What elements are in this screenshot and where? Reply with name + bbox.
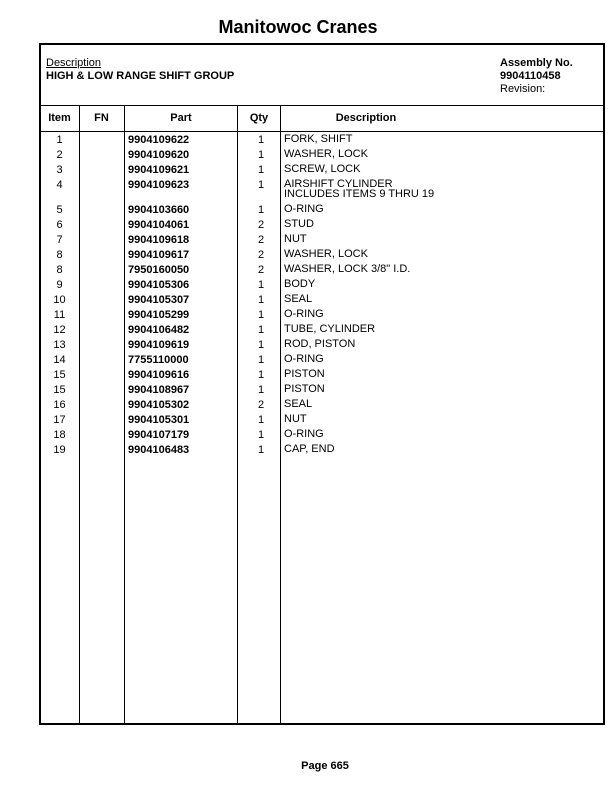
column-header-row [41,106,603,132]
quantity: 1 [257,354,265,366]
item-number: 7 [56,234,63,246]
part-description-line: O-RING [284,428,324,440]
part-description [284,149,368,159]
part-description [284,249,368,259]
quantity: 1 [257,294,265,306]
quantity: 2 [257,264,265,276]
part-description [284,354,324,364]
quantity: 2 [257,219,265,231]
revision-label: Revision: [500,83,546,95]
part-description-line: TUBE, CYLINDER [284,323,376,335]
part-description [284,429,324,439]
part-number: 9904103660 [128,204,190,216]
part-description [284,414,307,424]
part-number: 7950160050 [128,264,190,276]
quantity: 1 [257,204,265,216]
column-divider [79,105,80,723]
column-divider [237,105,238,723]
part-description-line: SCREW, LOCK [284,163,361,175]
column-header-part: Part [170,112,192,124]
item-number: 4 [56,179,63,191]
part-number: 9904105299 [128,309,190,321]
part-description-line: O-RING [284,308,324,320]
part-number: 9904109618 [128,234,190,246]
item-number: 8 [56,264,63,276]
quantity: 1 [257,369,265,381]
item-number: 2 [56,149,63,161]
part-number: 9904104061 [128,219,190,231]
part-number: 9904105306 [128,279,190,291]
item-number: 15 [53,369,66,381]
part-number: 9904107179 [128,429,190,441]
column-divider [124,105,125,723]
part-description-line: STUD [284,218,314,230]
part-description [284,264,410,274]
page-title: Manitowoc Cranes [218,17,378,37]
part-description [284,309,324,319]
item-number: 6 [56,219,63,231]
part-description [284,164,360,174]
part-number: 9904108967 [128,384,190,396]
part-description [284,279,315,289]
quantity: 1 [257,149,265,161]
quantity: 1 [257,309,265,321]
item-number: 15 [53,384,66,396]
item-number: 14 [53,354,66,366]
quantity: 1 [257,339,265,351]
assembly-number-label: Assembly No. [500,57,573,69]
part-description [284,294,312,304]
part-number: 9904105307 [128,294,190,306]
quantity: 2 [257,234,265,246]
part-description-line: INCLUDES ITEMS 9 THRU 19 [284,188,435,200]
column-header-fn: FN [94,112,109,124]
part-number: 9904106483 [128,444,190,456]
part-description-line: NUT [284,413,307,425]
assembly-header [41,45,603,106]
part-description [284,219,314,229]
column-header-description: Description [335,112,397,124]
quantity: 1 [257,324,265,336]
part-description [284,444,335,454]
part-description [284,179,434,199]
item-number: 8 [56,249,63,261]
part-number: 9904109620 [128,149,190,161]
part-description [284,339,355,349]
item-number: 16 [53,399,66,411]
part-description-line: NUT [284,233,307,245]
part-description [284,369,325,379]
item-number: 11 [53,309,66,321]
item-number: 5 [56,204,63,216]
quantity: 1 [257,279,265,291]
part-number: 9904105302 [128,399,190,411]
part-number: 9904109619 [128,339,190,351]
part-number: 9904105301 [128,414,190,426]
parts-list-frame [39,43,605,725]
quantity: 1 [257,444,265,456]
part-description-line: WASHER, LOCK 3/8" I.D. [284,263,411,275]
item-number: 12 [53,324,66,336]
part-description-line: O-RING [284,353,324,365]
description-value: HIGH & LOW RANGE SHIFT GROUP [46,70,235,82]
part-description [284,234,307,244]
part-description-line: FORK, SHIFT [284,133,353,145]
item-number: 13 [53,339,66,351]
part-number: 9904109616 [128,369,190,381]
part-description [284,134,352,144]
page-number: Page 665 [301,760,349,772]
part-description-line: WASHER, LOCK [284,248,368,260]
quantity: 1 [257,414,265,426]
description-label: Description [46,57,102,69]
part-description [284,399,312,409]
item-number: 9 [56,279,63,291]
part-number: 9904106482 [128,324,190,336]
item-number: 10 [53,294,66,306]
part-number: 9904109622 [128,134,190,146]
quantity: 1 [257,429,265,441]
part-number: 9904109623 [128,179,190,191]
part-description-line: BODY [284,278,316,290]
part-description-line: PISTON [284,368,325,380]
part-description-line: SEAL [284,293,313,305]
assembly-number-value: 9904110458 [500,70,561,82]
column-header-item: Item [48,112,71,124]
item-number: 18 [53,429,66,441]
quantity: 2 [257,399,265,411]
part-description-line: WASHER, LOCK [284,148,368,160]
part-description [284,204,324,214]
part-description-line: O-RING [284,203,324,215]
column-header-qty: Qty [249,112,269,124]
quantity: 1 [257,134,265,146]
part-description-line: ROD, PISTON [284,338,356,350]
item-number: 1 [56,134,63,146]
part-number: 9904109621 [128,164,190,176]
part-number: 9904109617 [128,249,190,261]
part-description-line: AIRSHIFT CYLINDER [284,178,393,190]
quantity: 1 [257,164,265,176]
part-number: 7755110000 [128,354,189,366]
quantity: 1 [257,384,265,396]
item-number: 3 [56,164,63,176]
item-number: 19 [53,444,66,456]
part-description-line: CAP, END [284,443,335,455]
quantity: 2 [257,249,265,261]
part-description [284,384,325,394]
part-description [284,324,375,334]
part-description-line: SEAL [284,398,313,410]
part-description-line: PISTON [284,383,325,395]
quantity: 1 [257,179,265,191]
item-number: 17 [53,414,66,426]
